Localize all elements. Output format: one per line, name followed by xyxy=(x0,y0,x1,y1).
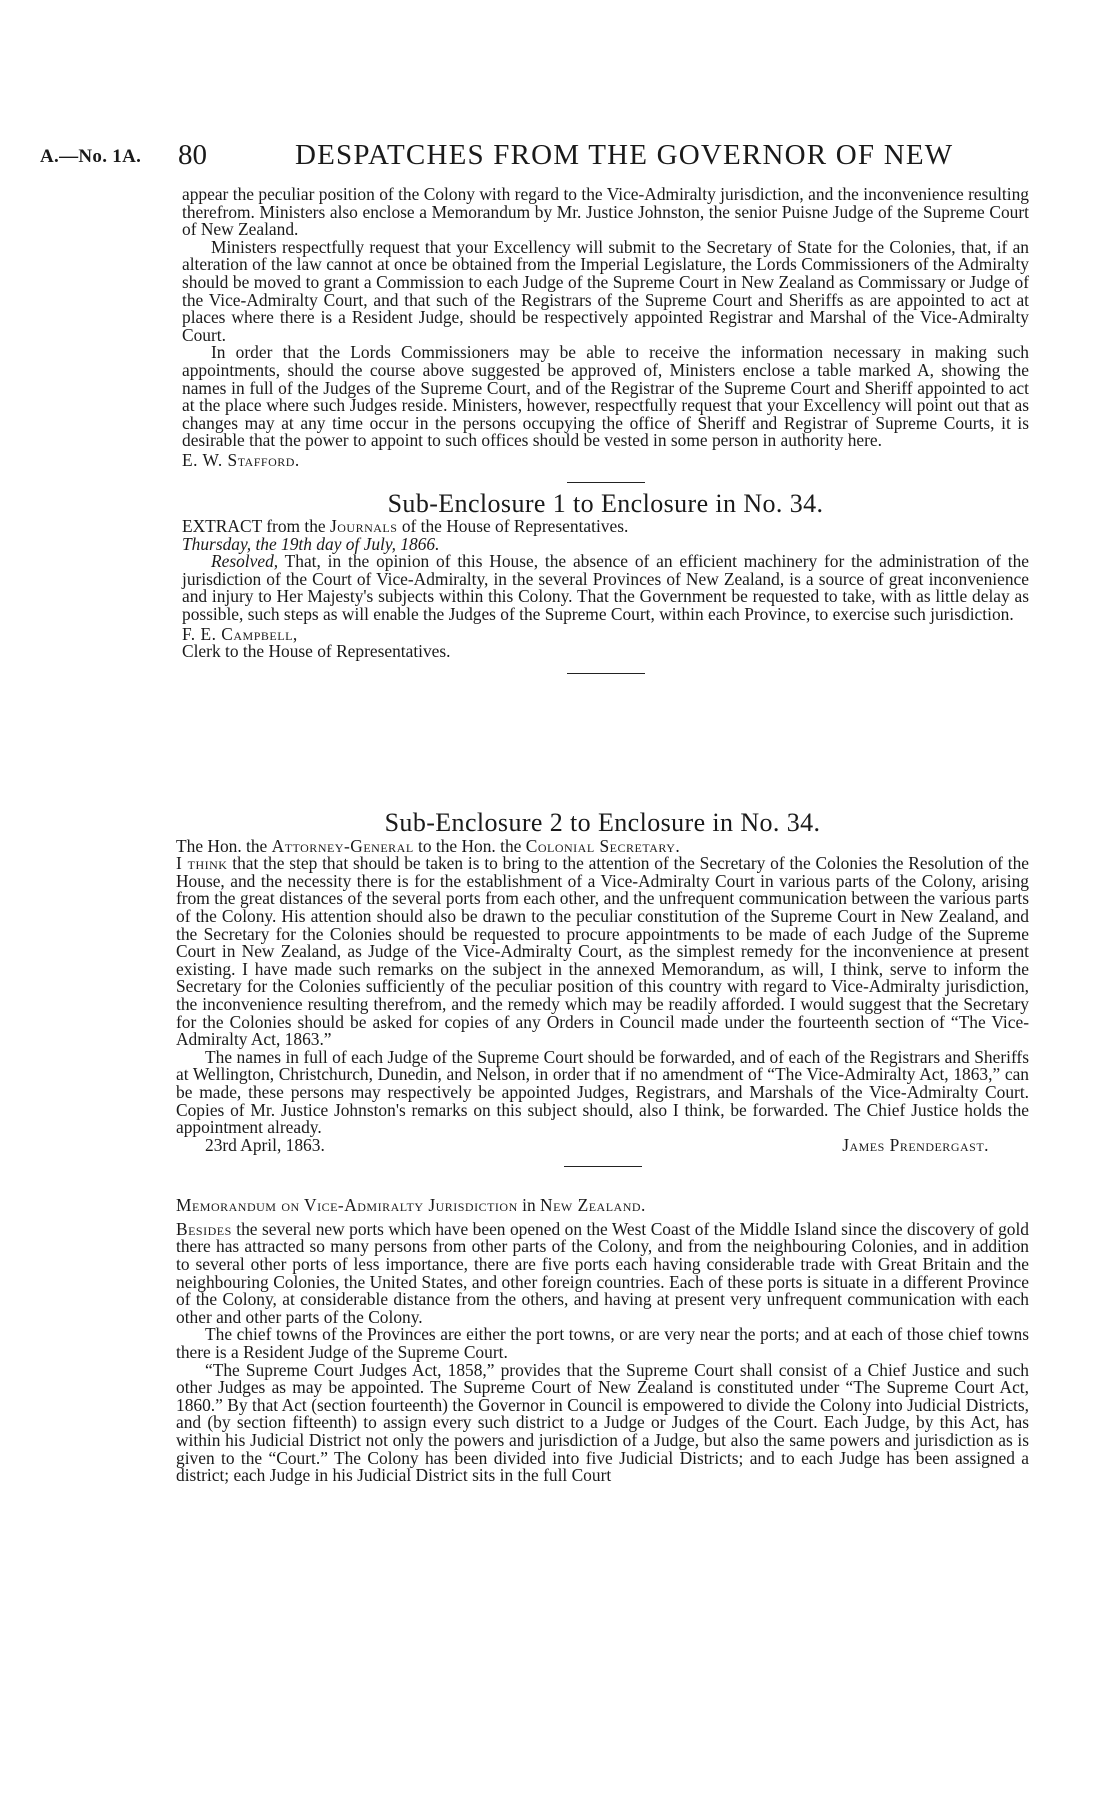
extract-from: from the xyxy=(266,516,326,537)
memorandum-paragraph-1-text: the several new ports which have been opened on the West Coast of the Middle Island since the discovery of gold there has attracted so many persons from other parts of the Colony, and from the neighbouring Colonies, and in addition to several other ports of less importance, there are five ports each having considerable trade with Great Britain and the neighbouring Colonies, the United States, and other foreign countries. Each of these ports is situate in a different Province of the Colony, at considerable distance from the others, and having at present very unfrequent communication with each other and other parts of the Colony. xyxy=(176,1218,1029,1327)
attorney-general: Attorney-General xyxy=(271,835,414,856)
memorandum xyxy=(176,1197,1029,1485)
sub-enclosure-2 xyxy=(176,810,1029,1485)
resolved-word: Resolved, xyxy=(211,551,279,572)
i-think-lead: I think xyxy=(176,853,228,874)
page-number: 80 xyxy=(178,139,207,171)
attorney-paragraph-1-text: that the step that should be taken is to bring to the attention of the Secretary of the Colonies the Resolution of the House, and the necessity there is for the establishment of a Vice-Admiralty Court in various parts of the Colony, arising from the great distances of the several ports from each other, and the unfrequent communication between the various parts of the Colony. His attention should also be drawn to the peculiar constitution of the Supreme Court in New Zealand, and the Secretary for the Colonies should be requested to procure appointments to be made of each Judge of the Supreme Court in New Zealand, as Judge of the Vice-Admiralty Court, as the simplest remedy for the inconvenience at present existing. I have made such remarks on the subject in the annexed Memorandum, as will, I think, serve to inform the Secretary for the Colonies sufficiently of the peculiar position of this country with regard to Vice-Admiralty jurisdiction, the inconvenience resulting therefrom, and the remedy which may be readily afforded. I would suggest that the Secretary for the Colonies should be asked for copies of any Orders in Council made under the fourteenth section of “The Vice-Admiralty Act, 1863.” xyxy=(176,853,1029,1050)
memorandum-paragraph-3: “The Supreme Court Judges Act, 1858,” provides that the Supreme Court shall consist of a Chief Justice and such other Judges as may be appointed. The Supreme Court of New Zealand is constituted under “The Supreme Court Act, 1860.” By that Act (section fourteenth) the Governor in Council is empowered to divide the Colony into Judicial Districts, and (by section fifteenth) to assign every such district to a Judge or Judges of the Court. Each Judge, by this Act, has within his Judicial District not only the powers and jurisdiction of a Judge, but also the same powers and jurisdiction as is given to the “Court.” The Colony has been divided into five Judicial Districts; and to each Judge has been assigned a district; each Judge in his Judicial District sits in the full Court xyxy=(176,1359,1029,1486)
resolution-paragraph xyxy=(182,553,1029,623)
sub-enclosure-1-heading: Sub-Enclosure 1 to Enclosure in No. 34. xyxy=(387,488,824,518)
letter-date: 23rd April, 1863. xyxy=(205,1134,325,1155)
journals-word: Journals xyxy=(330,516,398,537)
vice-admiralty-jurisdiction: Vice-Admiralty Jurisdiction xyxy=(304,1195,518,1216)
extract-label: EXTRACT xyxy=(182,516,262,537)
sub-enclosure-2-heading: Sub-Enclosure 2 to Enclosure in No. 34. xyxy=(384,808,821,837)
stafford-signature: E. W. Stafford. xyxy=(182,449,300,470)
memorandum-paragraph-2: The chief towns of the Provinces are either the port towns, or are very near the ports; and at each of those chief towns there is a Resident Judge of the Supreme Court. xyxy=(176,1324,1029,1363)
subtitle-part-c: to the Hon. the xyxy=(418,835,522,856)
attorney-paragraph-2: The names in full of each Judge of the Supreme Court should be forwarded, and of each of the Registrars and Sheriffs at Wellington, Christchurch, Dunedin, and Nelson, in order that if no amendment of “The Vice-Admiralty Act, 1863,” can be made, these persons may respectively be appointed Judges, Registrars, and Marshals of the Vice-Admiralty Court. Copies of Mr. Justice Johnston's remarks on this subject should, also I think, be forwarded. The Chief Justice holds the appointment already. xyxy=(176,1046,1029,1138)
subtitle-part-a: The Hon. the xyxy=(176,835,268,856)
section-divider xyxy=(567,673,645,674)
colonial-secretary: Colonial Secretary. xyxy=(525,835,681,856)
besides-lead: Besides xyxy=(176,1218,232,1239)
page-header xyxy=(40,138,1080,174)
section-divider xyxy=(567,482,645,483)
resolution-text: That, in the opinion of this House, the absence of an efficient machinery for the administration of the jurisdiction of the Court of Vice-Admiralty, in the several Provinces of New Zealand, is a source of great inconvenience and injury to Her Majesty's subjects within this Colony. That the Government be requested to take, with as little delay as possible, such steps as will enable the Judges of the Supreme Court, within each Province, to exercise such jurisdiction. xyxy=(182,551,1029,625)
memorandum-in: in xyxy=(522,1195,536,1216)
intro-paragraph-3: In order that the Lords Commissioners may be able to receive the information necessary in making such appointments, should the course above suggested be approved of, Ministers enclose a table marked A, showing the names in full of the Judges of the Supreme Court, and of the Registrar of the Supreme Court and Sheriff appointed to act at the place where such Judges reside. Ministers, however, respectfully request that your Excellency will point out that as changes may at any time occur in the persons occupying the office of Sheriff and Registrar of Supreme Courts, it is desirable that the power to appoint to such offices should be vested in some person in authority here. xyxy=(182,342,1029,451)
campbell-title: Clerk to the House of Representatives. xyxy=(182,641,451,662)
memorandum-on: Memorandum on xyxy=(176,1195,300,1216)
extract-tail: of the House of Representatives. xyxy=(401,516,629,537)
attorney-paragraph-1 xyxy=(176,855,1029,1049)
date-signature-line xyxy=(176,1134,1029,1155)
intro-section xyxy=(182,186,1029,686)
new-zealand: New Zealand. xyxy=(540,1195,646,1216)
intro-paragraph-1: appear the peculiar position of the Colony with regard to the Vice-Admiralty jurisdiction, and the inconvenience resulting therefrom. Ministers also enclose a Memorandum by Mr. Justice Johnston, the senior Puisne Judge of the Supreme Court of New Zealand. xyxy=(182,184,1029,240)
paper-reference: A.—No. 1A. xyxy=(40,146,142,167)
running-title: DESPATCHES FROM THE GOVERNOR OF NEW xyxy=(295,139,954,171)
prendergast-signature: James Prendergast. xyxy=(842,1134,989,1155)
sub-enclosure-1 xyxy=(182,488,1029,662)
resolution-date: Thursday, the 19th day of July, 1866. xyxy=(182,533,440,554)
section-divider xyxy=(564,1166,642,1167)
memorandum-paragraph-1 xyxy=(176,1218,1029,1327)
memorandum-heading xyxy=(176,1197,1029,1215)
intro-paragraph-2: Ministers respectfully request that your Excellency will submit to the Secretary of State for the Colonies, that, if an alteration of the law cannot at once be obtained from the Imperial Legislature, the Lords Commissioners of the Admiralty should be moved to grant a Commission to each Judge of the Supreme Court in New Zealand as Commissary or Judge of the Vice-Admiralty Court, and that such of the Registrars of the Supreme Court and Sheriffs as are appointed to act at places where there is a Resident Judge, should be respectively appointed Registrar and Marshal of the Vice-Admiralty Court. xyxy=(182,236,1029,345)
campbell-signature: F. E. Campbell, xyxy=(182,623,298,644)
